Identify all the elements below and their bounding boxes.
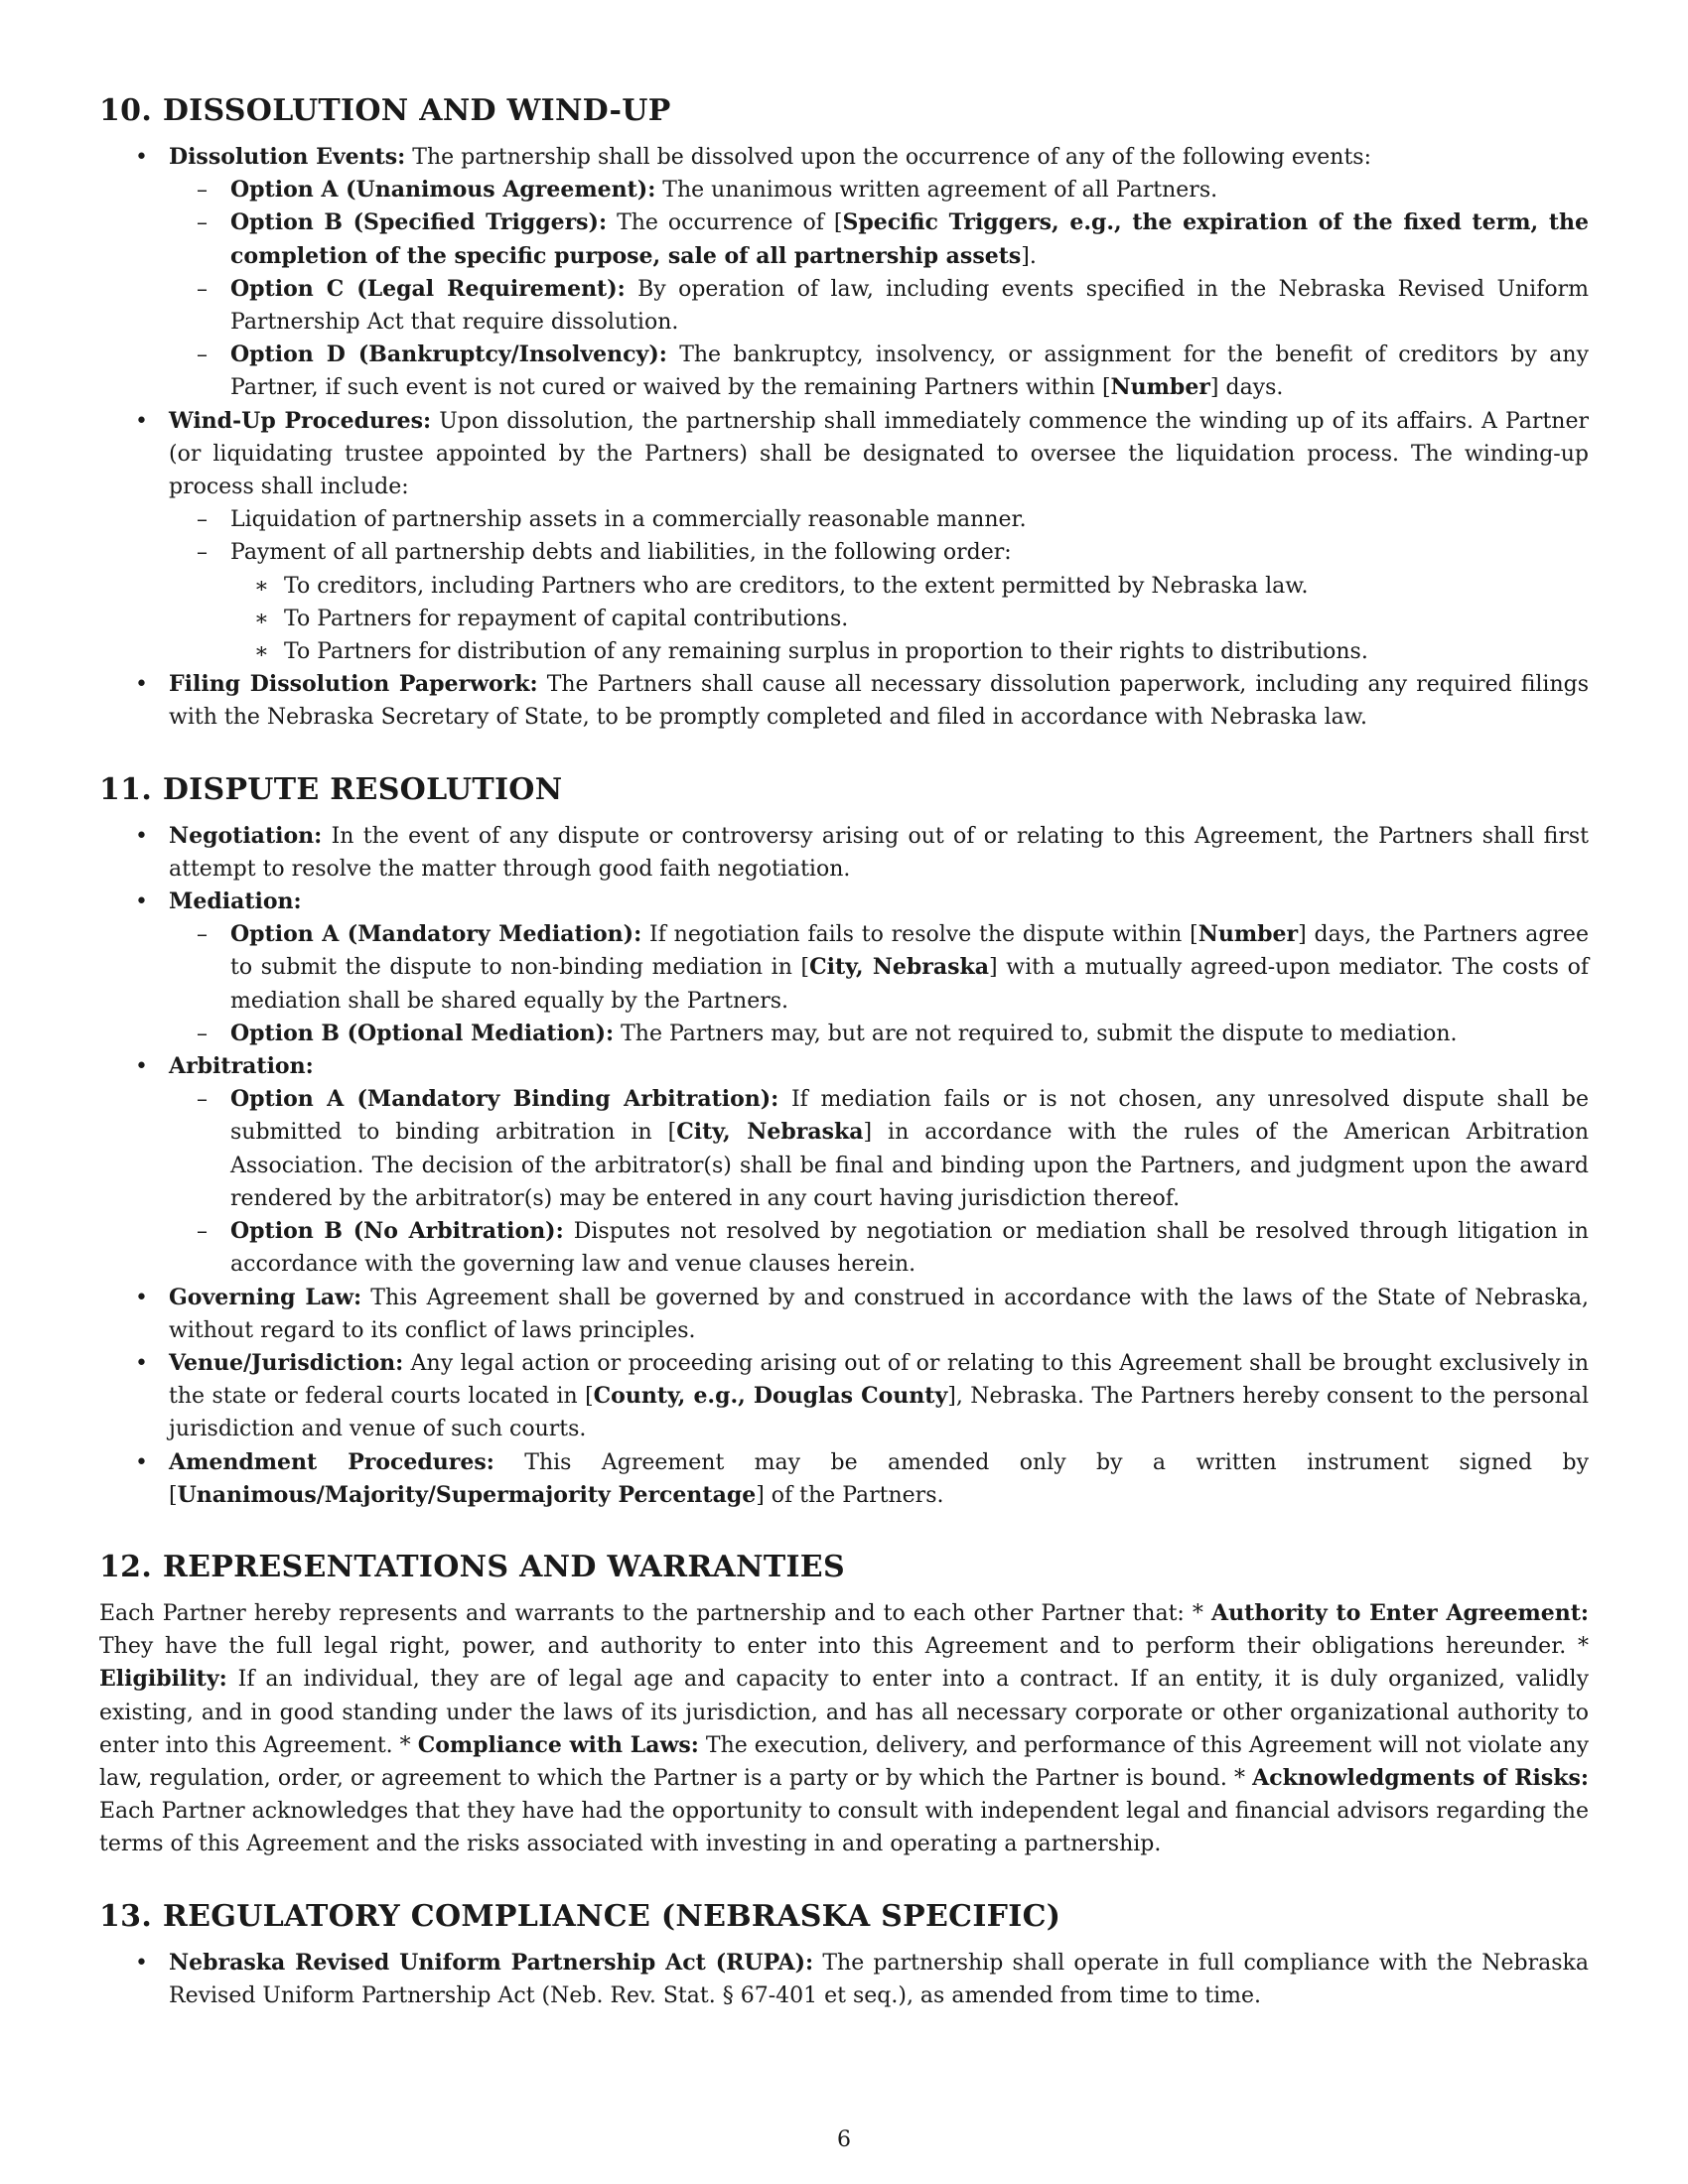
venue-item: • Venue/Jurisdiction: Any legal action or proceeding arising out of or relating to this Agreement shall be brought exclusively in the state or federal courts located in [County, e.g., Douglas County], Nebraska. The Partners hereby consent to the personal jurisdiction and venue of such courts. xyxy=(99,1347,1589,1446)
mediation-options-list xyxy=(169,918,1589,1050)
arbitration-options-list xyxy=(169,1083,1589,1281)
filing-dissolution-item: • Filing Dissolution Paperwork: The Partners shall cause all necessary dissolution paperwork, including any required filings with the Nebraska Secretary of State, to be promptly completed and filed in accordance with Nebraska law. xyxy=(99,668,1589,734)
rupa-item: • Nebraska Revised Uniform Partnership Act (RUPA): The partnership shall operate in full compliance with the Nebraska Revised Uniform Partnership Act (Neb. Rev. Stat. § 67-401 et seq.), as amended from time to time. xyxy=(99,1947,1589,2012)
mediation-item: • Mediation: – Option A (Mandatory Mediation): If negotiation fails to resolve the dispute within [Number] days, the Partners agree to submit the dispute to non-binding mediation in [City, Nebraska] with a mutually agreed-upon mediator. The costs of mediation shall be shared equally by the Partners. – Option B (Optional Mediation): The Partners may, but are not required to, submit the dispute to mediation. xyxy=(99,886,1589,1050)
dissolution-option-c: – Option C (Legal Requirement): By operation of law, including events specified in the Nebraska Revised Uniform Partnership Act that require dissolution. xyxy=(169,273,1589,339)
section-13-list xyxy=(99,1947,1589,2012)
dissolution-events-item: • Dissolution Events: The partnership shall be dissolved upon the occurrence of any of the following events: – Option A (Unanimous Agreement): The unanimous written agreement of all Partners. – Option B (Specified Triggers): The occurrence of [Specific Triggers, e.g., the expiration of the fixed term, the completion of the specific purpose, sale of all partnership assets]. – Option C (Legal Requirement): By operation of law, including events specified in the Nebraska Revised Uniform Partnership Act that require dissolution. – Option D (Bankruptcy/Insolvency): The bankruptcy, insolvency, or assignment for the benefit of creditors by any Partner, if such event is not cured or waived by the remaining Partners within [Number] days. xyxy=(99,141,1589,405)
section-11-heading: 11. DISPUTE RESOLUTION xyxy=(99,771,563,807)
wind-up-item-payment: – Payment of all partnership debts and liabilities, in the following order: ∗ To creditors, including Partners who are creditors, to the extent permitted by Nebraska law. ∗ To Partners for repayment of capital contributions. ∗ To Partners for distribution of any remaining surplus in proportion to their rights to distributions. xyxy=(169,536,1589,668)
mediation-option-b: – Option B (Optional Mediation): The Partners may, but are not required to, submit the dispute to mediation. xyxy=(169,1018,1589,1050)
mediation-option-a: – Option A (Mandatory Mediation): If negotiation fails to resolve the dispute within [Number] days, the Partners agree to submit the dispute to non-binding mediation in [City, Nebraska] with a mutually agreed-upon mediator. The costs of mediation shall be shared equally by the Partners. xyxy=(169,918,1589,1018)
page-number: 6 xyxy=(837,2127,851,2152)
representations-paragraph: Each Partner hereby represents and warrants to the partnership and to each other Partner that: * Authority to Enter Agreement: They have the full legal right, power, and authority to enter into this Agreement and to perform their obligations hereunder. * Eligibility: If an individual, they are of legal age and capacity to enter into a contract. If an entity, it is duly organized, validly existing, and in good standing under the laws of its jurisdiction, and has all necessary corporate or other organizational authority to enter into this Agreement. * Compliance with Laws: The execution, delivery, and performance of this Agreement will not violate any law, regulation, order, or agreement to which the Partner is a party or by which the Partner is bound. * Acknowledgments of Risks: Each Partner acknowledges that they have had the opportunity to consult with independent legal and financial advisors regarding the terms of this Agreement and the risks associated with investing in and operating a partnership. xyxy=(99,1599,1590,1857)
section-13-heading: 13. REGULATORY COMPLIANCE (NEBRASKA SPECIFIC) xyxy=(99,1898,1061,1934)
dissolution-options-list xyxy=(169,174,1589,404)
amendment-item: • Amendment Procedures: This Agreement may be amended only by a written instrument signed by [Unanimous/Majority/Supermajority Percentage] of the Partners. xyxy=(99,1446,1589,1512)
negotiation-item: • Negotiation: In the event of any dispute or controversy arising out of or relating to this Agreement, the Partners shall first attempt to resolve the matter through good faith negotiation. xyxy=(99,820,1589,886)
payment-order-item: ∗ To Partners for repayment of capital contributions. xyxy=(230,603,1589,635)
payment-order-item: ∗ To Partners for distribution of any remaining surplus in proportion to their rights to distributions. xyxy=(230,635,1589,668)
payment-order-item: ∗ To creditors, including Partners who are creditors, to the extent permitted by Nebraska law. xyxy=(230,570,1589,603)
section-12-heading: 12. REPRESENTATIONS AND WARRANTIES xyxy=(99,1549,845,1584)
dissolution-option-d: – Option D (Bankruptcy/Insolvency): The bankruptcy, insolvency, or assignment for the benefit of creditors by any Partner, if such event is not cured or waived by the remaining Partners within [Number] days. xyxy=(169,339,1589,404)
dissolution-option-a: – Option A (Unanimous Agreement): The unanimous written agreement of all Partners. xyxy=(169,174,1589,206)
section-11-list xyxy=(99,820,1589,1512)
wind-up-list xyxy=(169,503,1589,668)
section-10-list xyxy=(99,141,1589,735)
arbitration-item: • Arbitration: – Option A (Mandatory Binding Arbitration): If mediation fails or is not chosen, any unresolved dispute shall be submitted to binding arbitration in [City, Nebraska] in accordance with the rules of the American Arbitration Association. The decision of the arbitrator(s) shall be final and binding upon the Partners, and judgment upon the award rendered by the arbitrator(s) may be entered in any court having jurisdiction thereof. – Option B (No Arbitration): Disputes not resolved by negotiation or mediation shall be resolved through litigation in accordance with the governing law and venue clauses herein. xyxy=(99,1050,1589,1281)
section-10-heading: 10. DISSOLUTION AND WIND-UP xyxy=(99,93,671,128)
arbitration-option-b: – Option B (No Arbitration): Disputes not resolved by negotiation or mediation shall be resolved through litigation in accordance with the governing law and venue clauses herein. xyxy=(169,1215,1589,1281)
dissolution-option-b: – Option B (Specified Triggers): The occurrence of [Specific Triggers, e.g., the expiration of the fixed term, the completion of the specific purpose, sale of all partnership assets]. xyxy=(169,206,1589,272)
arbitration-option-a: – Option A (Mandatory Binding Arbitration): If mediation fails or is not chosen, any unresolved dispute shall be submitted to binding arbitration in [City, Nebraska] in accordance with the rules of the American Arbitration Association. The decision of the arbitrator(s) shall be final and binding upon the Partners, and judgment upon the award rendered by the arbitrator(s) may be entered in any court having jurisdiction thereof. xyxy=(169,1083,1589,1215)
governing-law-item: • Governing Law: This Agreement shall be governed by and construed in accordance with the laws of the State of Nebraska, without regard to its conflict of laws principles. xyxy=(99,1282,1589,1347)
wind-up-label: Wind-Up Procedures: xyxy=(169,407,432,434)
dissolution-events-label: Dissolution Events: xyxy=(169,144,406,170)
wind-up-item-liquidation: – Liquidation of partnership assets in a commercially reasonable manner. xyxy=(169,503,1589,536)
document-page xyxy=(99,91,1589,2012)
wind-up-procedures-item: • Wind-Up Procedures: Upon dissolution, the partnership shall immediately commence the winding up of its affairs. A Partner (or liquidating trustee appointed by the Partners) shall be designated to oversee the liquidation process. The winding-up process shall include: – Liquidation of partnership assets in a commercially reasonable manner. – Payment of all partnership debts and liabilities, in the following order: ∗ To creditors, including Partners who are creditors, to the extent permitted by Nebraska law. ∗ To Partners for repayment of capital contributions. ∗ To Partners for distribution of any remaining surplus in proportion to their rights to distributions. xyxy=(99,405,1589,669)
payment-order-list xyxy=(230,570,1589,669)
